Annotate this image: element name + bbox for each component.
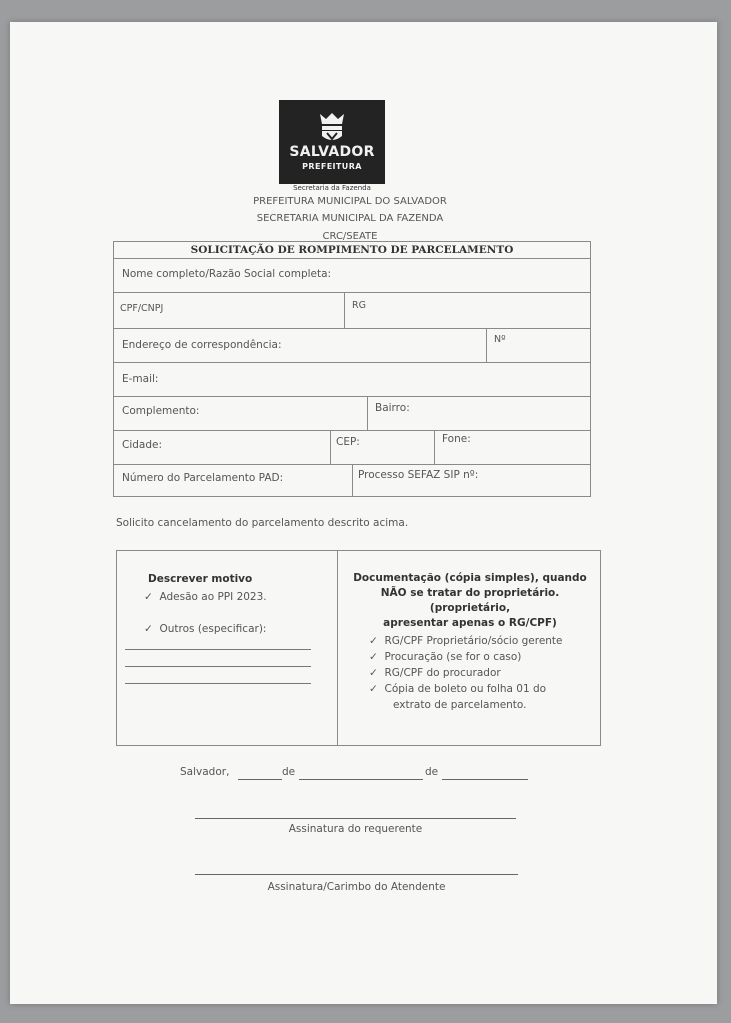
numero-field[interactable]: Nº bbox=[494, 334, 506, 345]
motivo-option-outros[interactable]: ✓ Outros (especificar): bbox=[144, 623, 267, 635]
header-line-3: CRC/SEATE bbox=[322, 231, 378, 242]
motivo-blank-line-2[interactable] bbox=[125, 666, 311, 667]
doc-item-boleto: ✓ Cópia de boleto ou folha 01 do bbox=[369, 683, 547, 695]
motivo-title: Descrever motivo bbox=[148, 573, 253, 585]
processo-field[interactable]: Processo SEFAZ SIP nº: bbox=[358, 469, 479, 481]
date-year-blank[interactable] bbox=[442, 779, 528, 780]
cancel-statement: Solicito cancelamento do parcelamento descrito acima. bbox=[116, 517, 409, 529]
endereco-field[interactable]: Endereço de correspondência: bbox=[122, 339, 282, 351]
doc-item-rg-procurador: ✓ RG/CPF do procurador bbox=[369, 667, 501, 679]
doc-item-label: RG/CPF Proprietário/sócio gerente bbox=[384, 635, 563, 647]
logo-title: SALVADOR bbox=[289, 144, 375, 160]
signature-requerente-label: Assinatura do requerente bbox=[288, 823, 423, 835]
doc-item-label: RG/CPF do procurador bbox=[384, 667, 501, 679]
rg-field[interactable]: RG bbox=[352, 300, 366, 311]
date-day-blank[interactable] bbox=[238, 779, 282, 780]
documentacao-title bbox=[343, 571, 597, 631]
date-de-2: de bbox=[425, 766, 439, 778]
cidade-field[interactable]: Cidade: bbox=[122, 439, 163, 451]
logo-caption: Secretaria da Fazenda bbox=[293, 184, 371, 192]
request-form bbox=[113, 241, 591, 497]
motivo-blank-line-3[interactable] bbox=[125, 683, 311, 684]
doc-item-procuracao: ✓ Procuração (se for o caso) bbox=[369, 651, 522, 663]
doc-item-label: Cópia de boleto ou folha 01 do bbox=[384, 683, 547, 695]
motivo-option-ppi-label: Adesão ao PPI 2023. bbox=[159, 591, 267, 603]
logo-subtitle: PREFEITURA bbox=[302, 162, 362, 171]
signature-line-atendente[interactable] bbox=[195, 874, 518, 875]
doc-item-rg-proprietario: ✓ RG/CPF Proprietário/sócio gerente bbox=[369, 635, 563, 647]
date-de-1: de bbox=[282, 766, 296, 778]
salvador-logo bbox=[279, 100, 385, 184]
cpf-field[interactable]: CPF/CNPJ bbox=[120, 303, 164, 314]
coat-of-arms-icon bbox=[316, 110, 348, 144]
document-page bbox=[10, 22, 717, 1004]
header-line-1: PREFEITURA MUNICIPAL DO SALVADOR bbox=[253, 196, 447, 207]
nome-field[interactable]: Nome completo/Razão Social completa: bbox=[122, 268, 332, 280]
email-field[interactable]: E-mail: bbox=[122, 373, 159, 385]
signature-atendente-label: Assinatura/Carimbo do Atendente bbox=[267, 881, 446, 893]
date-month-blank[interactable] bbox=[299, 779, 423, 780]
parcelamento-field[interactable]: Número do Parcelamento PAD: bbox=[122, 472, 284, 484]
documentacao-title-line-1: Documentação (cópia simples), quando bbox=[353, 572, 587, 584]
bairro-field[interactable]: Bairro: bbox=[375, 402, 410, 414]
cep-field[interactable]: CEP: bbox=[336, 436, 360, 448]
documentacao-title-line-2: NÃO se tratar do proprietário. (proprietário, bbox=[380, 587, 560, 614]
fone-field[interactable]: Fone: bbox=[442, 433, 471, 445]
doc-item-label: Procuração (se for o caso) bbox=[384, 651, 522, 663]
motivo-option-outros-label: Outros (especificar): bbox=[159, 623, 267, 635]
documentacao-title-line-3: apresentar apenas o RG/CPF) bbox=[383, 617, 557, 629]
form-title: SOLICITAÇÃO DE ROMPIMENTO DE PARCELAMENTO bbox=[190, 244, 514, 256]
motivo-blank-line-1[interactable] bbox=[125, 649, 311, 650]
date-city: Salvador, bbox=[180, 766, 230, 778]
reason-documents-box bbox=[116, 550, 601, 746]
complemento-field[interactable]: Complemento: bbox=[122, 405, 200, 417]
motivo-option-ppi[interactable]: ✓ Adesão ao PPI 2023. bbox=[144, 591, 267, 603]
header-line-2: SECRETARIA MUNICIPAL DA FAZENDA bbox=[256, 213, 444, 224]
signature-line-requerente[interactable] bbox=[195, 818, 516, 819]
doc-item-boleto-continuation: extrato de parcelamento. bbox=[393, 699, 527, 711]
